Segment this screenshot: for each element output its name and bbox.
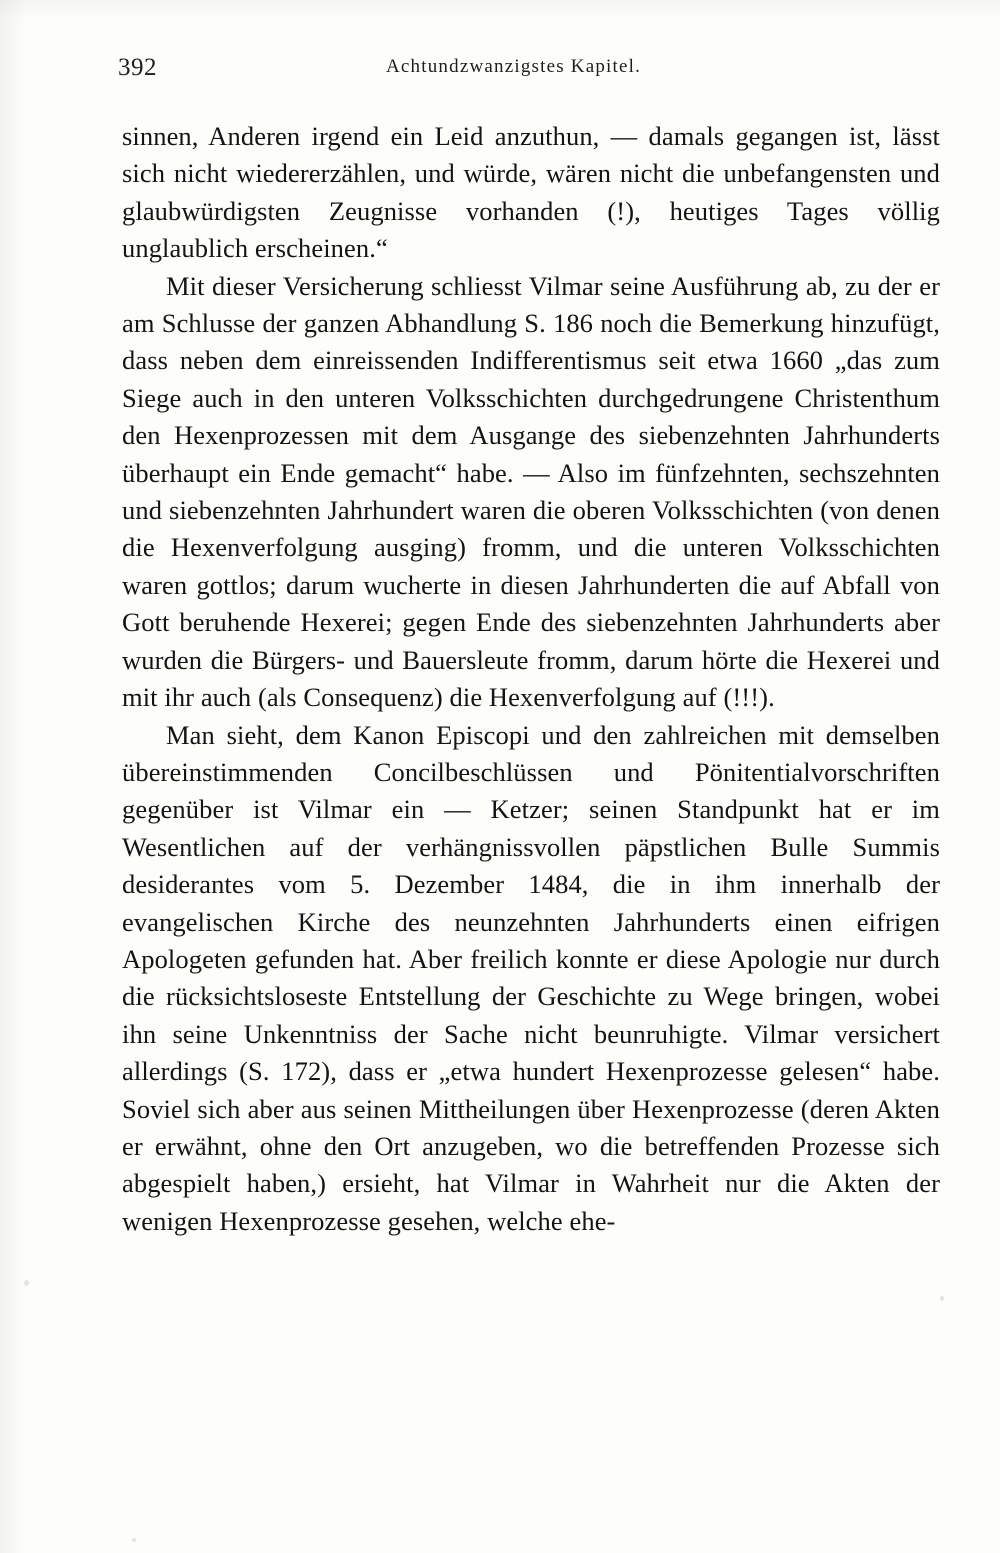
page-header (118, 48, 948, 88)
page-edge-shadow-left (0, 0, 26, 1553)
page-number: 392 (118, 54, 157, 81)
paper-speck (132, 1538, 136, 1542)
paragraph: Mit dieser Versicherung schliesst Vilmar seine Ausführung ab, zu der er am Schlusse der ganzen Abhandlung S. 186 noch die Bemerkung hinzufügt, dass neben dem einreissenden Indifferentismus seit etwa 1660 „das zum Siege auch in den unteren Volksschichten durchgedrungene Christenthum den Hexenprozessen mit dem Ausgange des siebenzehnten Jahrhunderts überhaupt ein Ende gemacht“ habe. — Also im fünfzehnten, sechszehnten und siebenzehnten Jahrhundert waren die oberen Volksschichten (von denen die Hexenverfolgung ausging) fromm, und die unteren Volksschichten waren gottlos; darum wucherte in diesen Jahrhunderten die auf Abfall von Gott beruhende Hexerei; gegen Ende des siebenzehnten Jahrhunderts aber wurden die Bürgers- und Bauersleute fromm, darum hörte die Hexerei und mit ihr auch (als Consequenz) die Hexenverfolgung auf (!!!). (122, 270, 940, 713)
paper-speck (940, 1296, 944, 1301)
paper-speck (24, 1280, 29, 1286)
paragraph: Man sieht, dem Kanon Episcopi und den zahlreichen mit demselben übereinstimmenden Concilbeschlüssen und Pönitentialvorschriften gegenüber ist Vilmar ein — Ketzer; seinen Standpunkt hat er im Wesentlichen auf der verhängnissvollen päpstlichen Bulle Summis desiderantes vom 5. Dezember 1484, die in ihm innerhalb der evangelischen Kirche des neunzehnten Jahrhunderts einen eifrigen Apologeten gefunden hat. Aber freilich konnte er diese Apologie nur durch die rücksichtsloseste Entstellung der Geschichte zu Wege bringen, wobei ihn seine Unkenntniss der Sache nicht beunruhigte. Vilmar versichert allerdings (S. 172), dass er „etwa hundert Hexenprozesse gelesen“ habe. Soviel sich aber aus seinen Mittheilungen über Hexenprozesse (deren Akten er erwähnt, ohne den Ort anzugeben, wo die betreffenden Prozesse sich abgespielt haben,) ersieht, hat Vilmar in Wahrheit nur die Akten der wenigen Hexenprozesse gesehen, welche ehe- (122, 719, 940, 1236)
page-edge-shadow-top (0, 0, 1000, 20)
paragraph: sinnen, Anderen irgend ein Leid anzuthun, — damals gegangen ist, lässt sich nicht wiedererzählen, und würde, wären nicht die unbefangensten und glaubwürdigsten Zeugnisse vorhanden (!), heutiges Tages völlig unglaublich erscheinen.“ (122, 121, 940, 264)
running-head: Achtundzwanzigstes Kapitel. (386, 56, 642, 77)
body-text (122, 118, 940, 1240)
